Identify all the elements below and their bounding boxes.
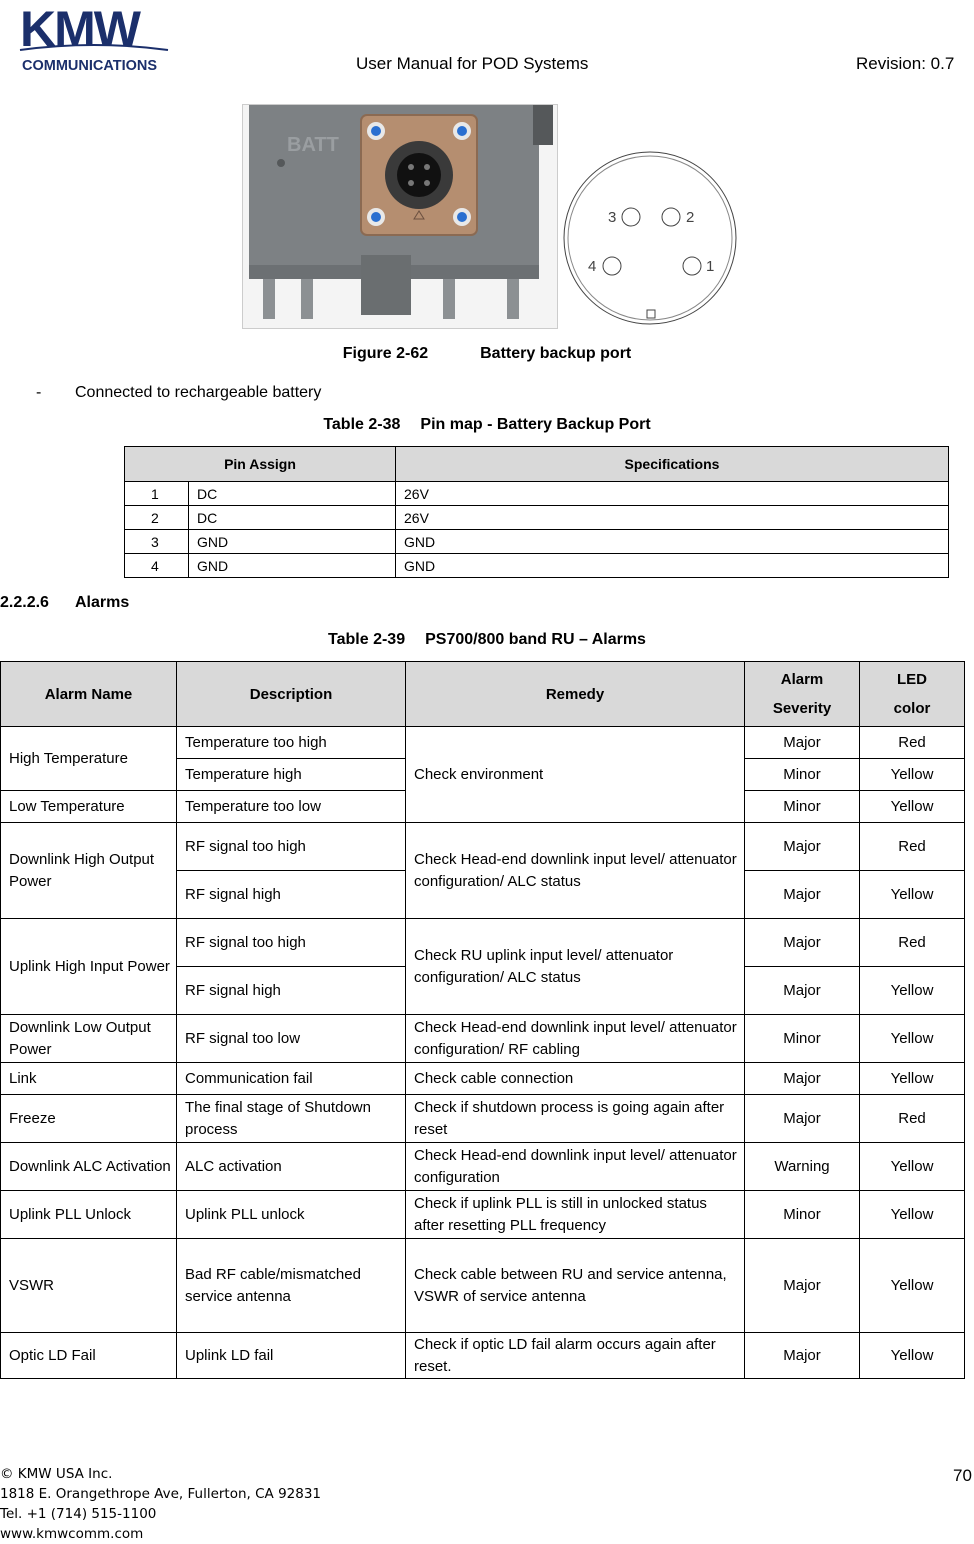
led-color-cell: Yellow	[860, 759, 965, 791]
pin-label-3: 3	[608, 209, 617, 226]
svg-text:BATT: BATT	[287, 134, 339, 156]
footer-copyright: © KMW USA Inc.	[0, 1466, 113, 1482]
pin-number-cell: 1	[125, 482, 189, 506]
document-title: User Manual for POD Systems	[356, 54, 589, 73]
led-color-cell: Yellow	[860, 1143, 965, 1191]
alarm-description-cell: RF signal too high	[177, 919, 406, 967]
kmw-logo	[16, 0, 172, 80]
alarm-remedy-cell: Check Head-end downlink input level/ attenuator configuration/ RF cabling	[406, 1015, 745, 1063]
alarm-severity-cell: Warning	[745, 1143, 860, 1191]
pin-table-number: Table 2-38	[323, 416, 401, 433]
alarm-table-row	[1, 1063, 965, 1095]
alarm-table-row	[1, 727, 965, 759]
alarm-remedy-cell: Check environment	[406, 727, 745, 823]
pin-label-1: 1	[706, 258, 715, 275]
alarm-description-cell: RF signal too low	[177, 1015, 406, 1063]
alarm-severity-cell: Major	[745, 967, 860, 1015]
description-header: Description	[177, 662, 406, 727]
alarm-severity-cell: Minor	[745, 1191, 860, 1239]
figure-number: Figure 2-62	[342, 345, 429, 362]
led-color-cell: Yellow	[860, 791, 965, 823]
alarm-table-row	[1, 1239, 965, 1333]
footer	[0, 1464, 321, 1544]
led-color-cell: Yellow	[860, 1015, 965, 1063]
alarm-name-cell: Uplink PLL Unlock	[1, 1191, 177, 1239]
led-color-cell: Yellow	[860, 1063, 965, 1095]
led-color-cell: Red	[860, 823, 965, 871]
pin-table-title	[0, 416, 974, 434]
alarm-name-cell: Downlink Low Output Power	[1, 1015, 177, 1063]
alarm-description-cell: ALC activation	[177, 1143, 406, 1191]
alarm-description-cell: RF signal high	[177, 871, 406, 919]
alarm-remedy-cell: Check cable connection	[406, 1063, 745, 1095]
alarm-description-cell: RF signal high	[177, 967, 406, 1015]
led-header-line2: color	[893, 700, 931, 717]
pin-number-cell: 3	[125, 530, 189, 554]
battery-port-pin-diagram	[562, 140, 738, 330]
section-number: 2.2.2.6	[0, 594, 49, 611]
alarm-description-cell: Bad RF cable/mismatched service antenna	[177, 1239, 406, 1333]
alarm-table-row	[1, 1191, 965, 1239]
alarm-table-title	[0, 631, 974, 649]
severity-header	[745, 662, 860, 727]
alarm-severity-cell: Minor	[745, 759, 860, 791]
battery-port-photo	[242, 104, 558, 329]
pin-table-row	[125, 506, 949, 530]
led-color-cell: Red	[860, 1095, 965, 1143]
led-color-cell: Red	[860, 727, 965, 759]
alarm-remedy-cell: Check Head-end downlink input level/ attenuator configuration/ ALC status	[406, 823, 745, 919]
alarm-name-cell: Optic LD Fail	[1, 1333, 177, 1379]
alarm-table-row	[1, 1143, 965, 1191]
led-header	[860, 662, 965, 727]
alarm-table-row	[1, 823, 965, 871]
led-color-cell: Yellow	[860, 1333, 965, 1379]
led-color-cell: Red	[860, 919, 965, 967]
alarm-remedy-cell: Check if shutdown process is going again after reset	[406, 1095, 745, 1143]
svg-text:COMMUNICATIONS: COMMUNICATIONS	[22, 58, 158, 74]
alarm-name-cell: Freeze	[1, 1095, 177, 1143]
footer-phone: Tel. +1 (714) 515-1100	[0, 1506, 157, 1522]
pin-assign-cell: GND	[189, 554, 396, 578]
alarm-description-cell: Uplink PLL unlock	[177, 1191, 406, 1239]
figure-title: Battery backup port	[480, 345, 632, 362]
severity-header-line2: Severity	[772, 700, 832, 717]
alarm-description-cell: Uplink LD fail	[177, 1333, 406, 1379]
specifications-header: Specifications	[396, 447, 949, 482]
bullet-text: Connected to rechargeable battery	[75, 384, 322, 401]
alarm-description-cell: Communication fail	[177, 1063, 406, 1095]
alarm-description-cell: Temperature too high	[177, 727, 406, 759]
alarm-remedy-cell: Check if uplink PLL is still in unlocked status after resetting PLL frequency	[406, 1191, 745, 1239]
bullet-dash: -	[36, 384, 42, 401]
section-title: Alarms	[75, 594, 130, 611]
alarm-description-cell: RF signal too high	[177, 823, 406, 871]
alarm-severity-cell: Major	[745, 823, 860, 871]
alarm-name-cell: Uplink High Input Power	[1, 919, 177, 1015]
alarm-remedy-cell: Check cable between RU and service antenna, VSWR of service antenna	[406, 1239, 745, 1333]
alarm-severity-cell: Major	[745, 919, 860, 967]
figure-caption	[0, 345, 974, 363]
pin-label-2: 2	[686, 209, 695, 226]
remedy-header: Remedy	[406, 662, 745, 727]
alarm-table-row	[1, 919, 965, 967]
pin-table-row	[125, 482, 949, 506]
pin-assign-cell: DC	[189, 506, 396, 530]
alarm-table-heading: PS700/800 band RU – Alarms	[425, 631, 646, 648]
alarm-description-cell: The final stage of Shutdown process	[177, 1095, 406, 1143]
alarm-description-cell: Temperature high	[177, 759, 406, 791]
alarm-name-header: Alarm Name	[1, 662, 177, 727]
alarm-remedy-cell: Check RU uplink input level/ attenuator configuration/ ALC status	[406, 919, 745, 1015]
alarm-name-cell: Downlink High Output Power	[1, 823, 177, 919]
alarm-table-row	[1, 1015, 965, 1063]
led-color-cell: Yellow	[860, 1239, 965, 1333]
page-number: 70	[953, 1466, 972, 1485]
alarm-severity-cell: Major	[745, 871, 860, 919]
alarm-remedy-cell: Check Head-end downlink input level/ attenuator configuration	[406, 1143, 745, 1191]
alarm-name-cell: Downlink ALC Activation	[1, 1143, 177, 1191]
pin-spec-cell: GND	[396, 554, 949, 578]
alarm-severity-cell: Major	[745, 1063, 860, 1095]
alarm-name-cell: High Temperature	[1, 727, 177, 791]
alarm-severity-cell: Major	[745, 1333, 860, 1379]
led-color-cell: Yellow	[860, 871, 965, 919]
pin-table-heading: Pin map - Battery Backup Port	[420, 416, 651, 433]
alarm-name-cell: Link	[1, 1063, 177, 1095]
alarm-severity-cell: Major	[745, 1239, 860, 1333]
alarm-severity-cell: Minor	[745, 791, 860, 823]
pin-assign-cell: GND	[189, 530, 396, 554]
pin-spec-cell: 26V	[396, 482, 949, 506]
pin-label-4: 4	[588, 258, 597, 275]
svg-text:KMW: KMW	[20, 1, 139, 57]
document-revision: Revision: 0.7	[856, 54, 955, 73]
severity-header-line1: Alarm	[780, 671, 824, 688]
pin-assign-cell: DC	[189, 482, 396, 506]
alarm-name-cell: Low Temperature	[1, 791, 177, 823]
pin-table-row	[125, 554, 949, 578]
pin-spec-cell: GND	[396, 530, 949, 554]
pin-assign-header: Pin Assign	[125, 447, 396, 482]
footer-website: www.kmwcomm.com	[0, 1526, 144, 1542]
pin-table-row	[125, 530, 949, 554]
alarm-table-row	[1, 1333, 965, 1379]
pin-number-cell: 4	[125, 554, 189, 578]
bullet-item	[36, 384, 322, 402]
led-color-cell: Yellow	[860, 1191, 965, 1239]
footer-address: 1818 E. Orangethrope Ave, Fullerton, CA 92831	[0, 1486, 322, 1502]
alarm-table-number: Table 2-39	[328, 631, 406, 648]
pin-spec-cell: 26V	[396, 506, 949, 530]
section-heading	[0, 594, 130, 612]
alarm-severity-cell: Major	[745, 1095, 860, 1143]
led-header-line1: LED	[897, 671, 927, 688]
pin-number-cell: 2	[125, 506, 189, 530]
alarm-remedy-cell: Check if optic LD fail alarm occurs again after reset.	[406, 1333, 745, 1379]
led-color-cell: Yellow	[860, 967, 965, 1015]
alarms-table	[0, 661, 965, 1379]
pin-map-table	[124, 446, 949, 578]
alarm-table-row	[1, 1095, 965, 1143]
alarm-name-cell: VSWR	[1, 1239, 177, 1333]
alarm-severity-cell: Minor	[745, 1015, 860, 1063]
alarm-severity-cell: Major	[745, 727, 860, 759]
alarm-description-cell: Temperature too low	[177, 791, 406, 823]
